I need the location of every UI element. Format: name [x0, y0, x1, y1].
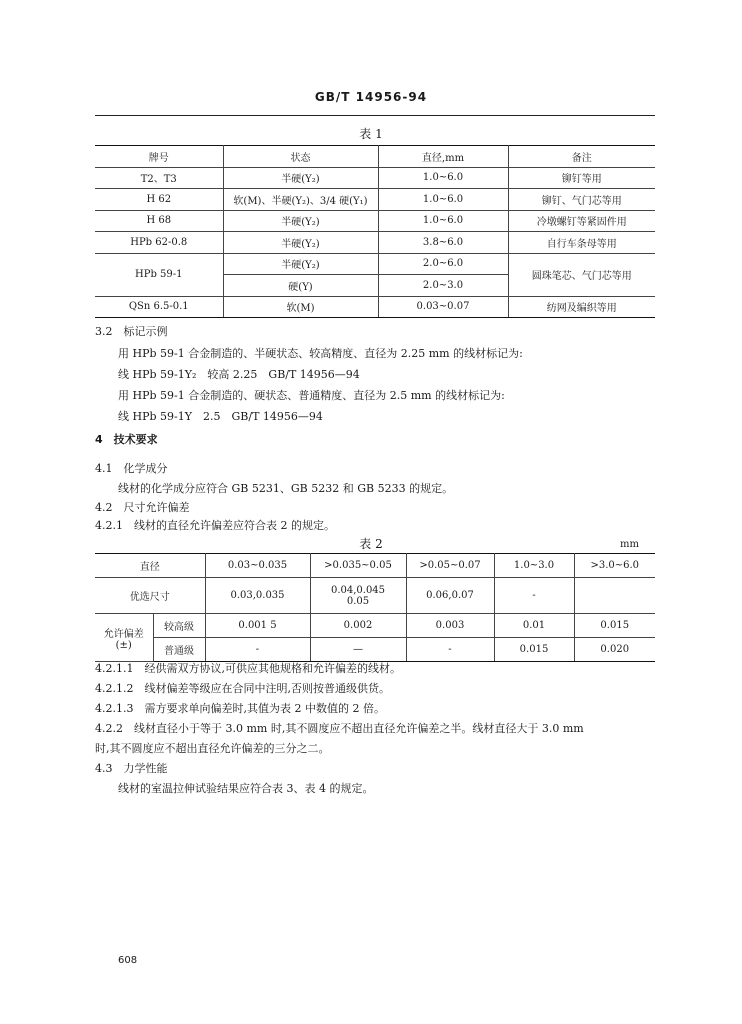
header-rule [95, 115, 655, 116]
table2-cell: 0.002 [310, 614, 406, 638]
section-4-1-title: 4.1 化学成分 [95, 462, 168, 475]
table1-row [95, 189, 655, 211]
paragraph-line: 线材的化学成分应符合 GB 5231、GB 5232 和 GB 5233 的规定。 [118, 482, 454, 495]
paragraph-line: 时,其不圆度应不超出直径允许偏差的三分之二。 [95, 742, 330, 755]
paragraph-line: 4.2.1.2 线材偏差等级应在合同中注明,否则按普通级供货。 [95, 682, 390, 695]
section-4-3-title: 4.3 力学性能 [95, 762, 168, 775]
table2-cell: >0.035~0.05 [310, 554, 406, 578]
table1-cell: HPb 62-0.8 [95, 232, 223, 254]
table2-cell: >0.05~0.07 [406, 554, 494, 578]
table1-cell: 硬(Y) [223, 275, 378, 297]
table2-cell-line: 允许偏差 [103, 628, 144, 640]
table1-cell: 冷墩螺钉等紧固件用 [508, 210, 655, 232]
paragraph-line: 4.2.1.3 需方要求单向偏差时,其值为表 2 中数值的 2 倍。 [95, 702, 385, 715]
page-header: GB/T 14956-94 [314, 90, 428, 104]
table2-row [95, 638, 655, 662]
table2-unit: mm [620, 539, 639, 550]
section-4-2-title: 4.2 尺寸允许偏差 [95, 501, 190, 514]
table1-row [95, 232, 655, 254]
paragraph-line: 4.2.1.1 经供需双方协议,可供应其他规格和允许偏差的线材。 [95, 662, 401, 675]
table2-cell: 0.001 5 [205, 614, 310, 638]
table1-cell: HPb 59-1 [95, 253, 223, 296]
table1-cell: 半硬(Y₂) [223, 210, 378, 232]
table2-cell [574, 578, 655, 614]
paragraph-line: 4.2.2 线材直径小于等于 3.0 mm 时,其不圆度应不超出直径允许偏差之半。线材直径大于 3.0 mm [95, 722, 584, 735]
table2-cell: 较高级 [153, 614, 205, 638]
table1-header-cell: 直径,mm [378, 146, 508, 168]
table1-row [95, 167, 655, 189]
table1-cell: 铆钉、气门芯等用 [508, 189, 655, 211]
table1-header-cell: 状态 [223, 146, 378, 168]
table1-cell: 0.03~0.07 [378, 296, 508, 318]
table2-cell: 0.03~0.035 [205, 554, 310, 578]
section-3-2-title: 3.2 标记示例 [95, 325, 168, 338]
table1-cell: T2、T3 [95, 167, 223, 189]
page-number: 608 [118, 955, 138, 966]
table2-cell: >3.0~6.0 [574, 554, 655, 578]
table2-cell: 0.003 [406, 614, 494, 638]
table2-cell: — [310, 638, 406, 662]
table2-cell-line: 0.04,0.045 [330, 584, 386, 596]
table2 [95, 553, 655, 662]
paragraph-line: 用 HPb 59-1 合金制造的、硬状态、普通精度、直径为 2.5 mm 的线材标记为: [118, 389, 505, 402]
table1-row [95, 210, 655, 232]
table2-cell: 0.015 [494, 638, 574, 662]
table2-cell [310, 578, 406, 614]
paragraph-line: 用 HPb 59-1 合金制造的、半硬状态、较高精度、直径为 2.25 mm 的线材标记为: [118, 347, 523, 360]
table2-row [95, 614, 655, 638]
table1-cell: 半硬(Y₂) [223, 167, 378, 189]
table1-cell: 纺网及编织等用 [508, 296, 655, 318]
table2-cell-line: (±) [115, 639, 132, 651]
table1-cell: H 62 [95, 189, 223, 211]
table1-cell: H 68 [95, 210, 223, 232]
table2-cell [95, 614, 153, 662]
table2-cell: - [494, 578, 574, 614]
table1-caption: 表 1 [359, 127, 383, 141]
section-4-title: 4 技术要求 [95, 433, 158, 446]
table1-cell: 2.0~3.0 [378, 275, 508, 297]
table1-cell: QSn 6.5-0.1 [95, 296, 223, 318]
paragraph-line: 线材的室温拉伸试验结果应符合表 3、表 4 的规定。 [118, 782, 374, 795]
table1-cell: 软(M)、半硬(Y₂)、3/4 硬(Y₁) [223, 189, 378, 211]
table2-cell: 0.06,0.07 [406, 578, 494, 614]
table1-header-cell: 备注 [508, 146, 655, 168]
table1-header-cell: 牌号 [95, 146, 223, 168]
table1-row [95, 296, 655, 318]
table2-cell: - [205, 638, 310, 662]
table2-cell: 0.03,0.035 [205, 578, 310, 614]
table1-cell: 3.8~6.0 [378, 232, 508, 254]
paragraph-line: 线 HPb 59-1Y 2.5 GB/T 14956—94 [118, 410, 323, 423]
table2-row [95, 578, 655, 614]
table2-cell-line: 0.05 [346, 595, 370, 607]
table1 [95, 145, 655, 318]
paragraph-line: 线 HPb 59-1Y₂ 较高 2.25 GB/T 14956—94 [118, 368, 360, 381]
table1-cell: 半硬(Y₂) [223, 253, 378, 275]
table1-cell: 铆钉等用 [508, 167, 655, 189]
table1-cell: 软(M) [223, 296, 378, 318]
table2-cell: 普通级 [153, 638, 205, 662]
table2-cell: 直径 [95, 554, 205, 578]
table1-cell: 2.0~6.0 [378, 253, 508, 275]
table1-cell: 1.0~6.0 [378, 189, 508, 211]
table1-cell: 自行车条母等用 [508, 232, 655, 254]
table1-cell: 1.0~6.0 [378, 167, 508, 189]
table2-cell: 1.0~3.0 [494, 554, 574, 578]
table2-cell: 0.020 [574, 638, 655, 662]
table1-header-row [95, 146, 655, 168]
table2-row [95, 554, 655, 578]
table2-cell: 0.015 [574, 614, 655, 638]
table1-cell: 1.0~6.0 [378, 210, 508, 232]
table1-row [95, 253, 655, 275]
table1-cell: 圆珠笔芯、气门芯等用 [508, 253, 655, 296]
table2-cell: - [406, 638, 494, 662]
table1-cell: 半硬(Y₂) [223, 232, 378, 254]
section-4-2-1-text: 4.2.1 线材的直径允许偏差应符合表 2 的规定。 [95, 519, 335, 532]
table2-cell: 优选尺寸 [95, 578, 205, 614]
table2-caption: 表 2 [359, 537, 383, 551]
table2-cell: 0.01 [494, 614, 574, 638]
